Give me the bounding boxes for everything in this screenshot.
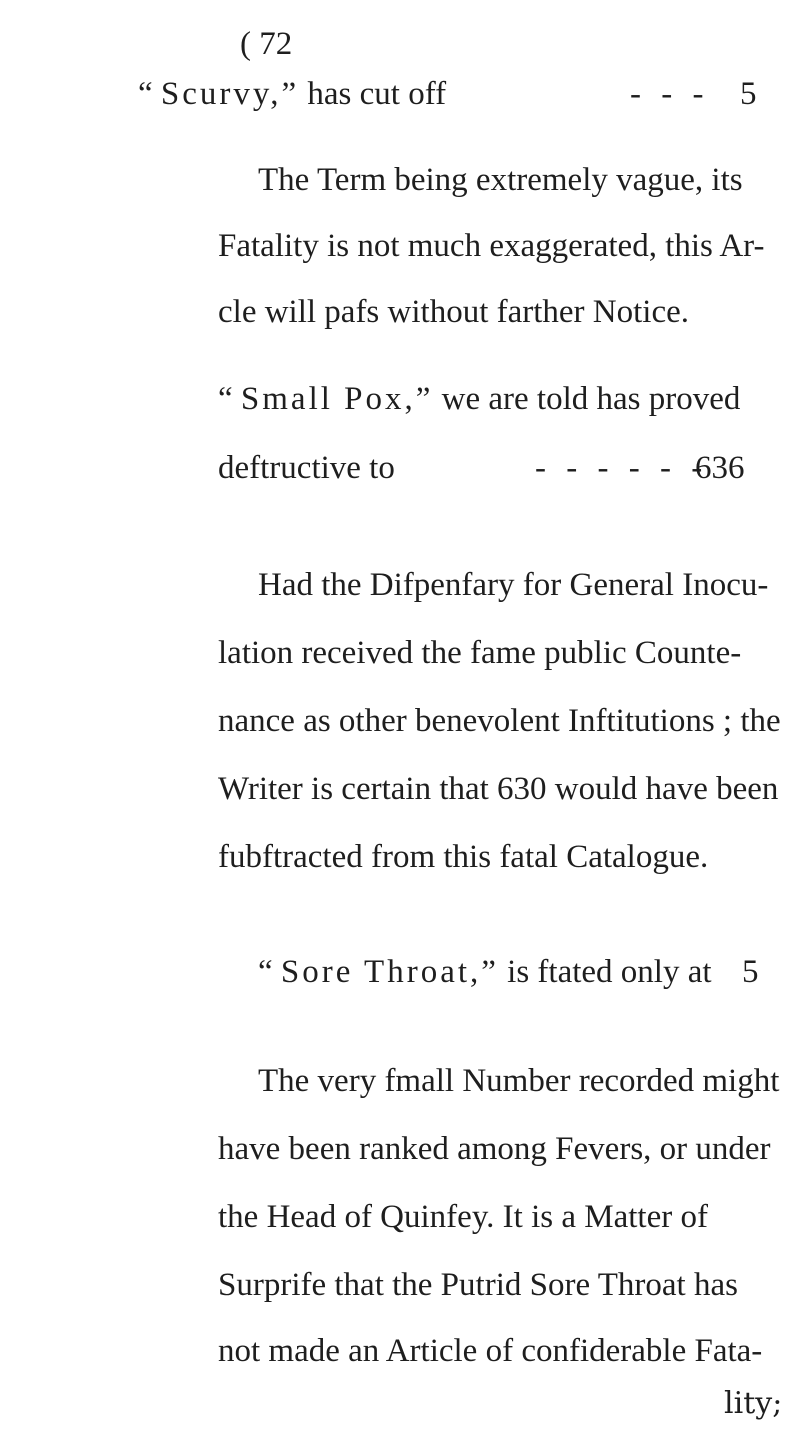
para-line: fubftracted from this fatal Catalogue. xyxy=(218,839,709,875)
para-line: the Head of Quinfey. It is a Matter of xyxy=(218,1199,708,1235)
death-count: 5 xyxy=(740,76,757,112)
para-line: The Term being extremely vague, its xyxy=(258,162,743,198)
para-line: Surprife that the Putrid Sore Throat has xyxy=(218,1267,738,1303)
leader-dashes: - - - - - - xyxy=(535,450,709,486)
entry-text: is ftated only at xyxy=(507,954,712,990)
para-line: Had the Difpenfary for General Inocu- xyxy=(258,567,769,603)
entry-sore-throat xyxy=(258,951,800,993)
para-line: not made an Article of confiderable Fata- xyxy=(218,1333,763,1369)
open-quote: “ xyxy=(138,76,153,112)
para-line: Writer is certain that 630 would have been xyxy=(218,771,779,807)
para-line: cle will pafs without farther Notice. xyxy=(218,294,690,330)
entry-text: has cut off xyxy=(307,76,447,112)
entry-text: we are told has proved xyxy=(441,381,741,417)
death-count: 5 xyxy=(742,954,759,990)
death-count: 636 xyxy=(695,450,745,486)
entry-small-pox xyxy=(218,378,800,420)
para-line: Fatality is not much exaggerated, this Ar- xyxy=(218,228,765,264)
entry-text: deftructive to xyxy=(218,450,395,486)
para-line: nance as other benevolent Inftitutions ; the xyxy=(218,703,781,739)
para-line: have been ranked among Fevers, or under xyxy=(218,1131,771,1167)
disease-name: Scurvy,” xyxy=(160,76,300,112)
open-quote: “ xyxy=(218,381,233,417)
leader-dashes: - - - xyxy=(630,76,710,112)
catchword: lity; xyxy=(724,1386,783,1421)
para-line: The very fmall Number recorded might xyxy=(258,1063,780,1099)
open-quote: “ xyxy=(258,954,273,990)
para-line: lation received the fame public Counte- xyxy=(218,635,742,671)
disease-name: Sore Throat,” xyxy=(280,954,499,990)
disease-name: Small Pox,” xyxy=(240,381,434,417)
page-number: ( 72 xyxy=(240,26,293,62)
